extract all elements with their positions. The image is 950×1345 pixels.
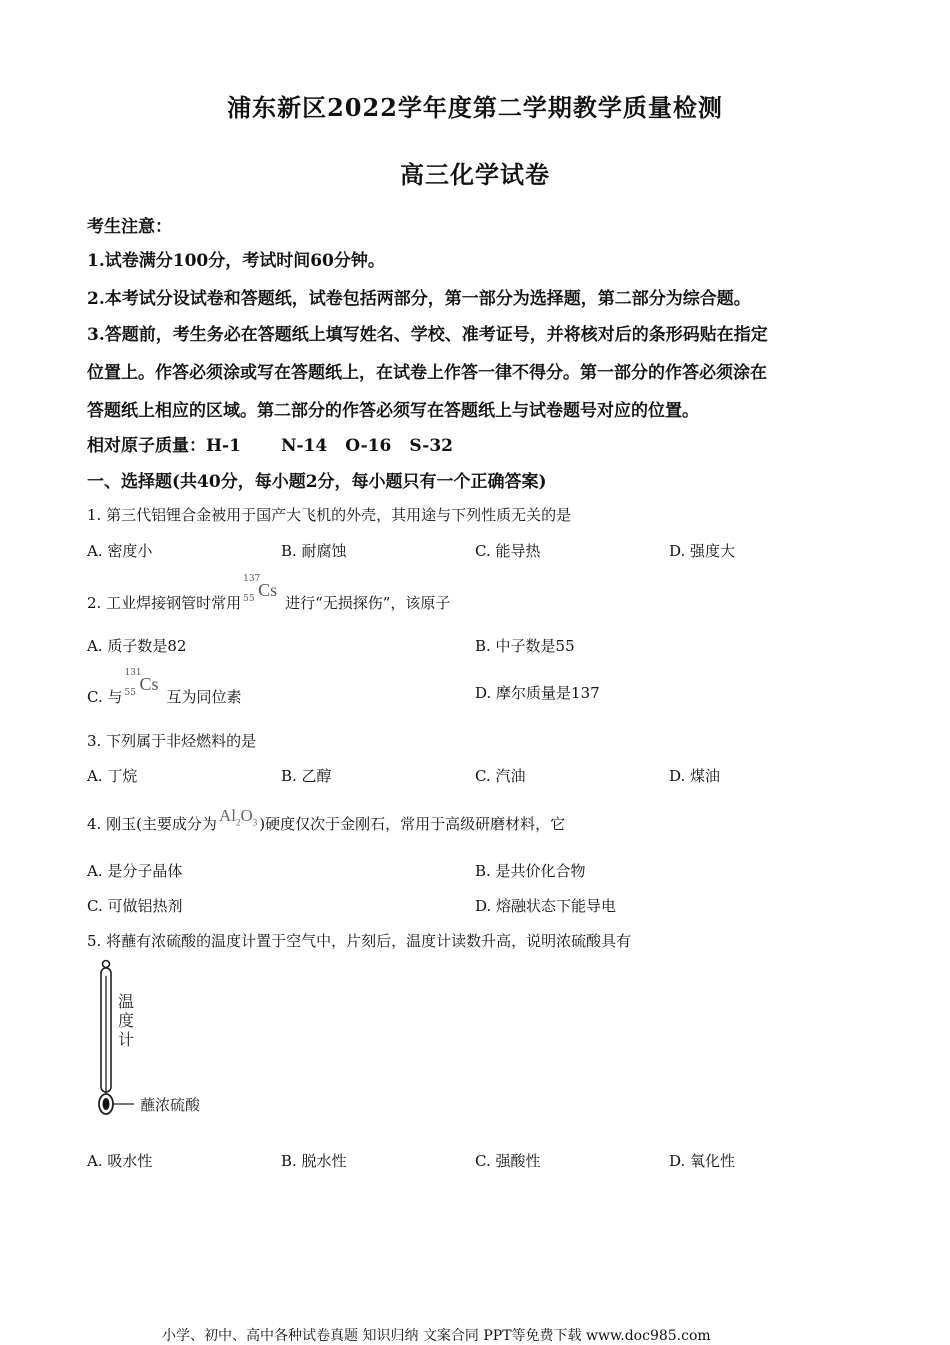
question-4-option-a: A. 是分子晶体 (87, 862, 183, 880)
page-footer: 小学、初中、高中各种试卷真题 知识归纳 文案合同 PPT等免费下载 www.doc985.com (162, 1328, 711, 1344)
thermometer-label: 温度计 (118, 992, 135, 1049)
question-2-option-d: D. 摩尔质量是137 (475, 684, 600, 702)
atomic-mass-h: H-1 (206, 436, 241, 456)
question-3-option-c: C. 汽油 (475, 767, 526, 785)
thermometer-bulb-liquid (103, 1098, 110, 1110)
notice-item-1: 1.试卷满分100分，考试时间60分钟。 (87, 251, 385, 271)
isotope-mass: 137 (243, 574, 261, 584)
acid-label: 蘸浓硫酸 (140, 1096, 201, 1114)
option-c-text: 互为同位素 (166, 688, 242, 706)
question-3-option-b: B. 乙醇 (281, 767, 332, 785)
exam-subtitle: 高三化学试卷 (400, 160, 550, 189)
atomic-mass-label: 相对原子质量： (87, 436, 206, 456)
question-2-option-c (87, 668, 242, 707)
question-5-stem: 5. 将蘸有浓硫酸的温度计置于空气中，片刻后，温度计读数升高，说明浓硫酸具有 (87, 932, 632, 950)
question-5-option-a: A. 吸水性 (87, 1152, 153, 1170)
formula-el1: Al (218, 806, 236, 825)
question-2-stem-before: 2. 工业焊接钢管时常用 (87, 594, 242, 612)
notice-heading: 考生注意： (87, 217, 172, 237)
thermometer-top-loop (103, 961, 110, 968)
question-5-option-b: B. 脱水性 (281, 1152, 347, 1170)
isotope-number: 55 (124, 688, 136, 698)
question-2-stem (87, 574, 451, 613)
atomic-mass-o: O-16 (345, 436, 392, 456)
question-3-option-a: A. 丁烷 (87, 767, 138, 785)
question-4-stem-before: 4. 刚玉(主要成分为 (87, 815, 217, 833)
question-5-option-c: C. 强酸性 (475, 1152, 541, 1170)
question-4-option-d: D. 熔融状态下能导电 (475, 897, 617, 915)
question-4-option-b: B. 是共价化合物 (475, 862, 586, 880)
atomic-mass-n: N-14 (280, 436, 328, 456)
question-2-stem-after: 进行“无损探伤”，该原子 (285, 594, 451, 612)
formula-n2: 3 (252, 817, 258, 828)
question-1-option-d: D. 强度大 (669, 542, 736, 560)
question-4-stem-after: )硬度仅次于金刚石，常用于高级研磨材料，它 (259, 815, 566, 833)
isotope-cs-137 (241, 574, 285, 608)
question-1-stem: 1. 第三代铝锂合金被用于国产大飞机的外壳，其用途与下列性质无关的是 (87, 506, 572, 524)
formula-al2o3 (219, 806, 257, 827)
atomic-mass-s: S-32 (409, 436, 453, 456)
question-2-option-a: A. 质子数是82 (87, 637, 187, 655)
option-c-prefix: C. 与 (87, 688, 123, 706)
formula-n1: 2 (235, 817, 241, 828)
question-1-option-b: B. 耐腐蚀 (281, 542, 347, 560)
question-2-option-b: B. 中子数是55 (475, 637, 575, 655)
exam-title: 浦东新区2022学年度第二学期教学质量检测 (227, 93, 723, 122)
question-1-option-c: C. 能导热 (475, 542, 541, 560)
notice-item-3-line-3: 答题纸上相应的区域。第二部分的作答必须写在答题纸上与试卷题号对应的位置。 (87, 401, 699, 421)
question-1-option-a: A. 密度小 (87, 542, 153, 560)
formula-el2: O (240, 806, 253, 825)
question-3-option-d: D. 煤油 (669, 767, 721, 785)
notice-item-2: 2.本考试分设试卷和答题纸，试卷包括两部分，第一部分为选择题，第二部分为综合题。 (87, 289, 751, 309)
section-heading: 一、选择题(共40分，每小题2分，每小题只有一个正确答案) (87, 472, 547, 492)
question-4-option-c: C. 可做铝热剂 (87, 897, 183, 915)
question-4-stem (87, 806, 566, 835)
isotope-symbol: Cs (258, 580, 278, 600)
question-3-stem: 3. 下列属于非烃燃料的是 (87, 732, 257, 750)
isotope-cs-131 (122, 668, 166, 702)
notice-item-3-line-1: 3.答题前，考生务必在答题纸上填写姓名、学校、准考证号，并将核对后的条形码贴在指定 (87, 325, 768, 345)
question-5-option-d: D. 氧化性 (669, 1152, 736, 1170)
isotope-number: 55 (243, 594, 255, 604)
notice-item-3-line-2: 位置上。作答必须涂或写在答题纸上，在试卷上作答一律不得分。第一部分的作答必须涂在 (87, 363, 767, 383)
atomic-mass-line (87, 431, 453, 456)
isotope-mass: 131 (124, 668, 142, 678)
isotope-symbol: Cs (139, 674, 159, 694)
